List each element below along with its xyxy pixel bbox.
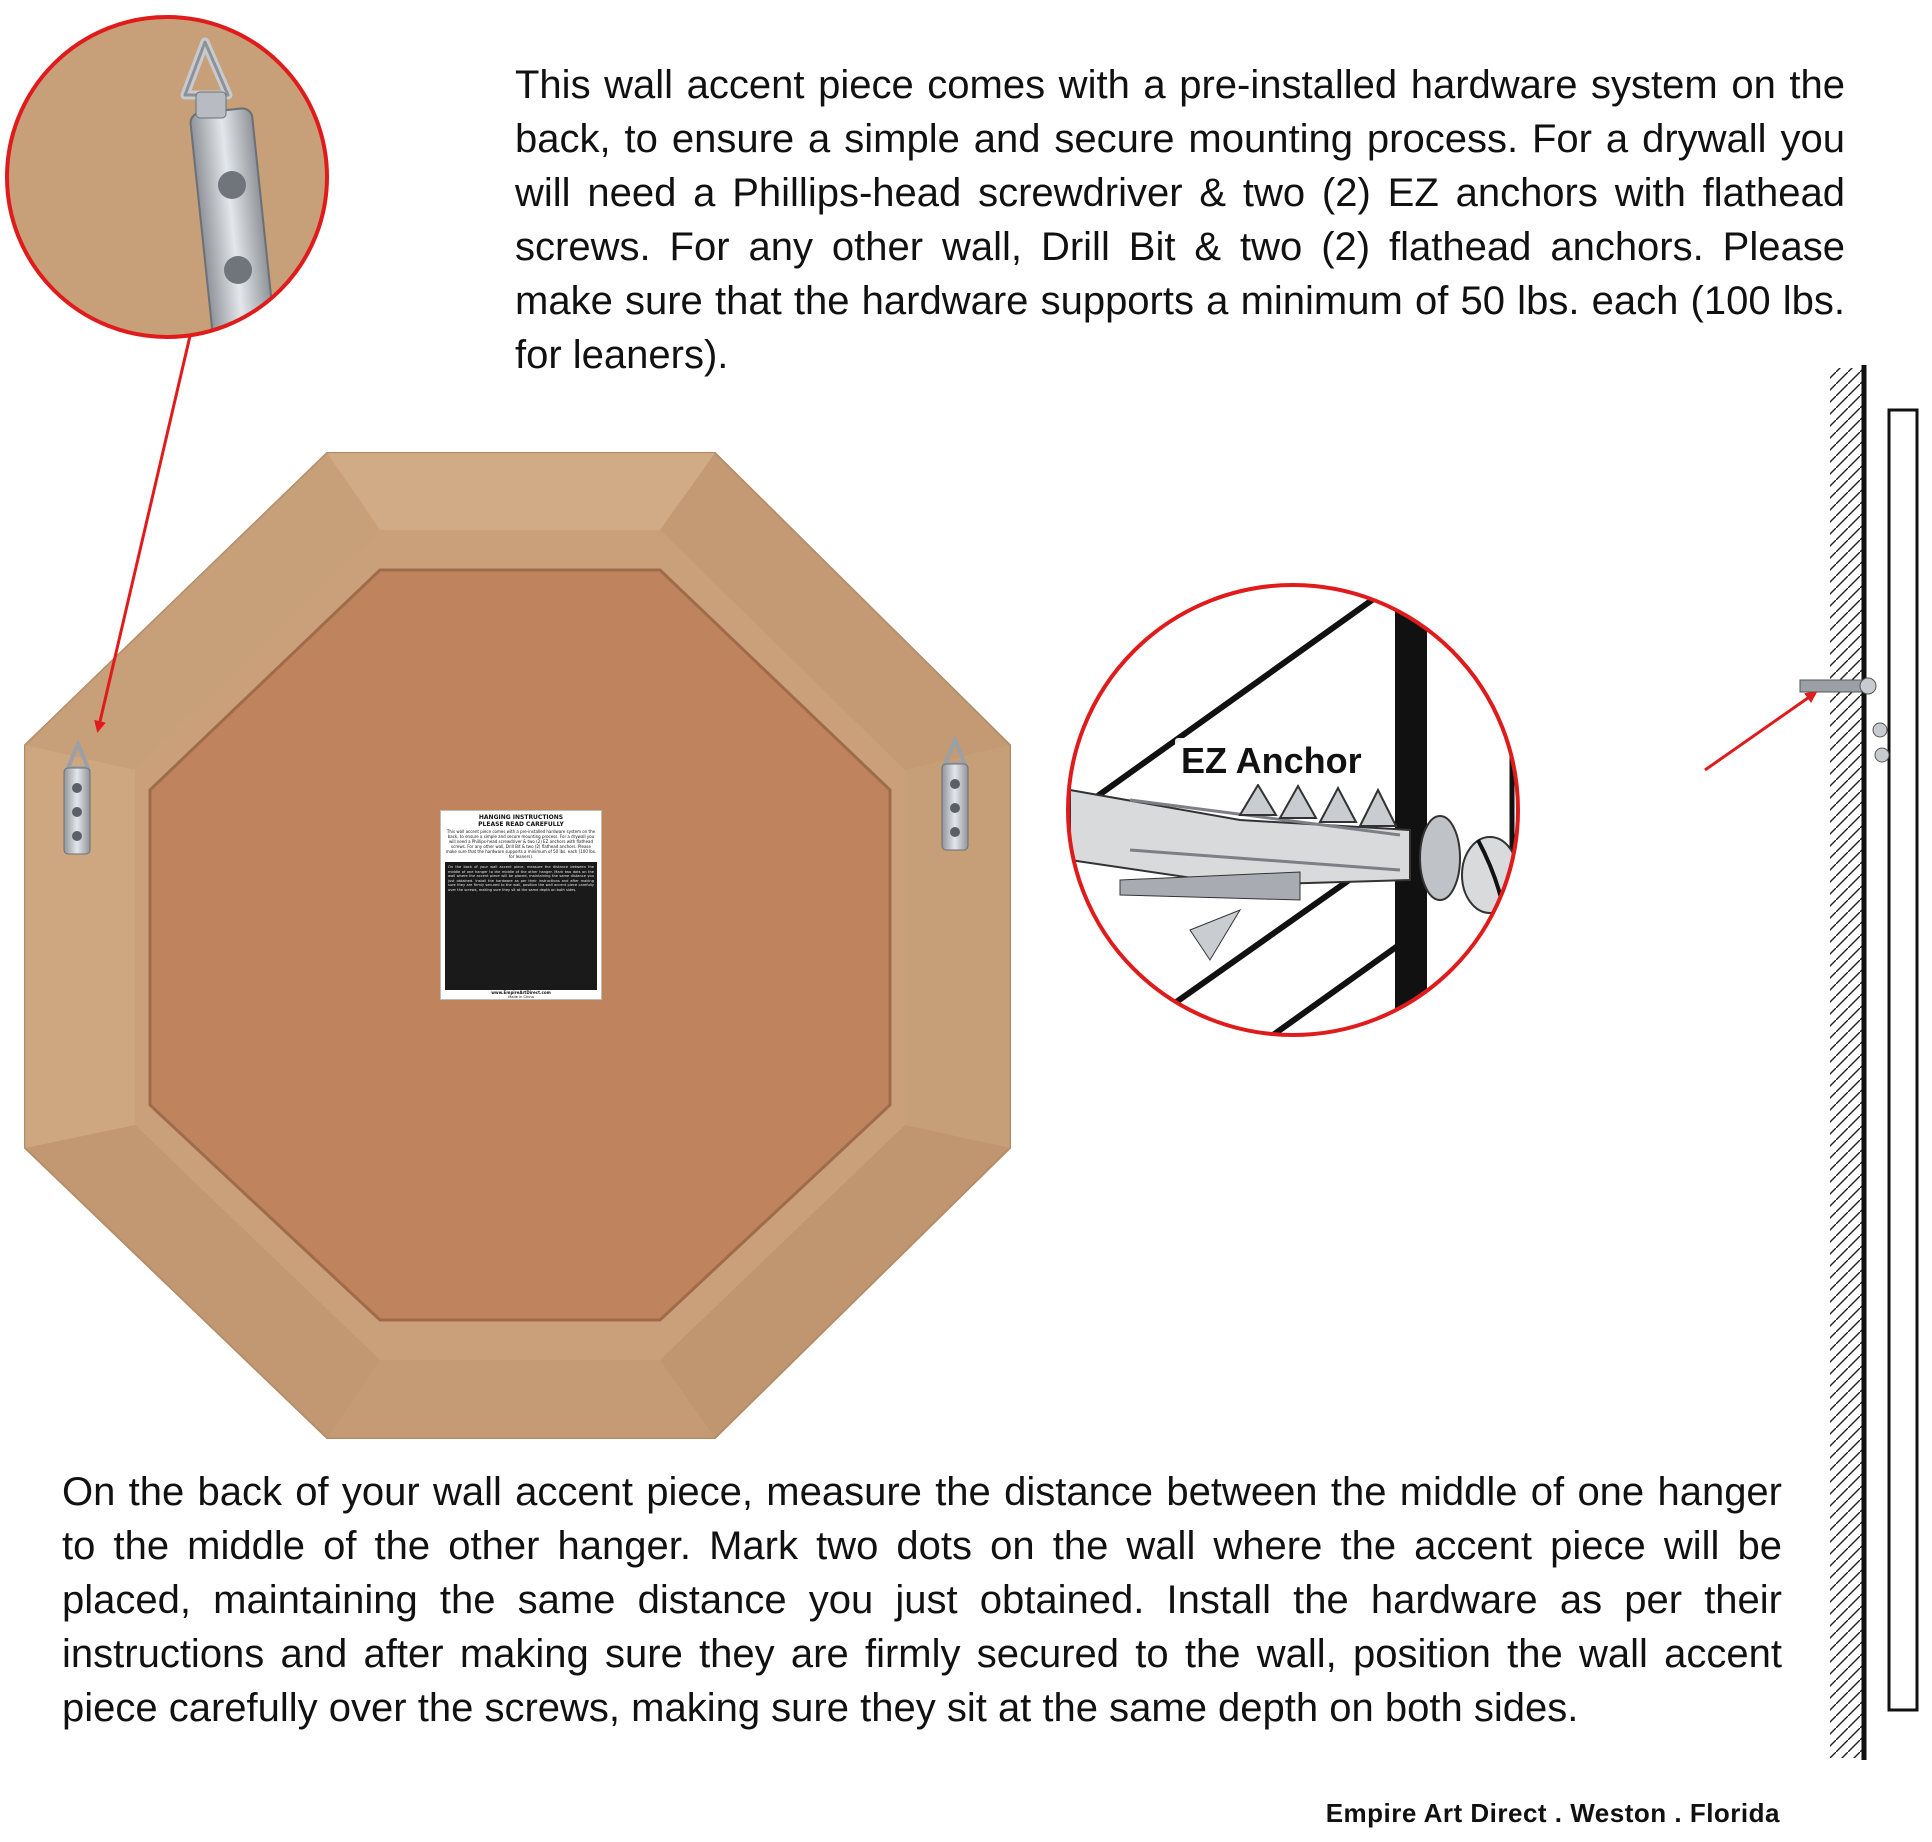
label-url: www.EmpireArtDirect.com (491, 990, 551, 995)
label-origin: Made in China (508, 995, 534, 999)
hanging-instructions-label (440, 810, 602, 1000)
mounting-steps: On the back of your wall accent piece, measure the distance between the middle of one hanger to the middle of the other hanger. Mark two dots on the wall where the accent piece will be placed, maintaining the same distance you just obtained. Install the hardware as per their instructions and after making sure they are firmly secured to the wall, position the wall accent piece carefully over the screws, making sure they sit at the same depth on both sides. (62, 1470, 1782, 1730)
intro-instructions: This wall accent piece comes with a pre-installed hardware system on the back, to ensure a simple and secure mounting process. For a drywall you will need a Phillips-head screwdriver & two (2) EZ anchors with flathead screws. For any other wall, Drill Bit & two (2) flathead anchors. Please make sure that the hardware supports a minimum of 50 lbs. each (100 lbs. for leaners). (515, 63, 1845, 377)
anchor-closeup-circle (1050, 570, 1680, 1114)
label-steps-text: On the back of your wall accent piece, measure the distance between the middle of one hanger to the middle of the other hanger. Mark two dots on the wall where the accent piece will be placed, maintaining the same distance you just obtained. Install the hardware as per their instructions and after making sure they are firmly secured to the wall, position the wall accent piece carefully over the screws, making sure they sit at the same depth on both sides. (445, 862, 597, 990)
company-footer: Empire Art Direct . Weston . Florida (1325, 1798, 1780, 1828)
label-intro-text: This wall accent piece comes with a pre-installed hardware system on the back, to ensure a simple and secure mounting process. For a drywall you will need a Phillips-head screwdriver & two (2) EZ anchors with flathead screws. For any other wall, Drill Bit & two (2) flathead anchors. Please make sure that the hardware supports a minimum of 50 lbs. each (100 lbs. for leaners). (445, 829, 597, 859)
wall-profile-diagram (1800, 365, 1917, 1760)
label-subtitle: PLEASE READ CAREFULLY (478, 821, 564, 828)
callout-arrow-right (1705, 693, 1815, 770)
hanger-closeup-circle (0, 0, 340, 402)
label-title: HANGING INSTRUCTIONS (478, 814, 564, 821)
ez-anchor-label: EZ Anchor (1175, 738, 1368, 784)
